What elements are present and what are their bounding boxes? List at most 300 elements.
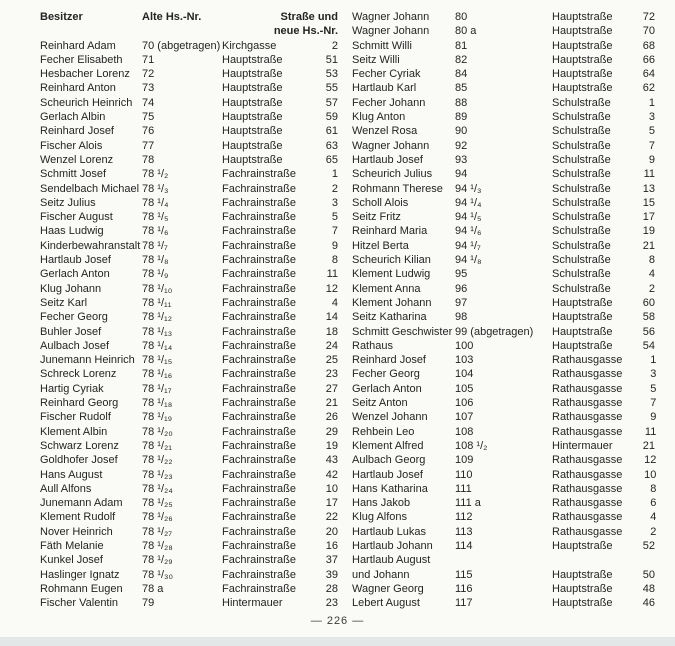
street-name: Rathausgasse [552,525,623,538]
table-row [40,239,338,253]
owner-name: Schmitt Willi [352,39,412,52]
table-row [352,124,655,138]
street-name: Fachrainstraße [222,568,296,581]
old-house-number: 96 [455,282,468,295]
table-row [352,267,655,281]
table-row [40,139,338,153]
table-row [40,382,338,396]
new-house-number: 29 [325,425,338,438]
new-house-number: 20 [325,525,338,538]
table-header-row-1 [40,10,338,24]
new-house-number: 43 [325,454,338,467]
table-row [352,425,655,439]
street-name: Schulstraße [552,139,611,152]
owner-name: Fäth Melanie [40,539,104,552]
street-name: Fachrainstraße [222,525,296,538]
owner-name: Fischer August [40,211,113,224]
old-house-number: 78 ¹/₂₁ [142,439,172,452]
table-row [40,310,338,324]
street-name: Schulstraße [552,239,611,252]
old-house-number: 74 [142,96,155,109]
street-name: Rathausgasse [552,511,623,524]
new-house-number: 57 [325,96,338,109]
street-name: Schulstraße [552,268,611,281]
new-house-number: 14 [325,311,338,324]
table-row [40,124,338,138]
new-house-number: 7 [650,397,657,410]
owner-name: Haslinger Ignatz [40,568,120,581]
street-name: Hauptstraße [552,39,613,52]
new-house-number: 23 [325,597,338,610]
old-house-number: 76 [142,125,155,138]
owner-name: und Johann [352,568,410,581]
owner-name: Gerlach Albin [40,111,106,124]
new-house-number: 63 [325,139,338,152]
street-name: Fachrainstraße [222,539,296,552]
old-house-number: 78 ¹/₁₀ [142,282,173,295]
table-row [352,39,655,53]
table-row [352,139,655,153]
table-row [40,367,338,381]
new-house-number: 7 [331,225,338,238]
new-house-number: 10 [325,482,338,495]
owner-name: Fecher Georg [40,311,108,324]
new-house-number: 5 [648,125,655,138]
old-house-number: 80 a [455,25,477,38]
table-row [352,396,655,410]
table-row [40,410,338,424]
page-number: — 226 — [310,615,365,627]
street-name: Kirchgasse [222,39,277,52]
old-house-number: 78 ¹/₁₇ [142,382,172,395]
table-row [352,110,655,124]
owner-name: Fecher Elisabeth [40,53,123,66]
owner-name: Scheurich Kilian [352,254,431,267]
old-house-number: 108 [455,425,474,438]
street-name: Rathausgasse [552,397,623,410]
new-house-number: 65 [325,153,338,166]
old-house-number: 106 [455,397,474,410]
street-name: Rathausgasse [552,425,623,438]
table-row [352,482,655,496]
street-name: Hintermauer [552,439,613,452]
old-house-number: 75 [142,111,155,124]
old-house-number: 78 ¹/₂₃ [142,468,173,481]
table-row [40,96,338,110]
table-row [40,396,338,410]
owner-name: Lebert August [352,597,420,610]
street-name: Schulstraße [552,153,611,166]
old-house-number: 78 ¹/₃ [142,182,169,195]
table-row [40,182,338,196]
new-house-number: 39 [325,568,338,581]
table-row [40,482,338,496]
old-house-number: 78 ¹/₃₀ [142,568,174,581]
owner-name: Schmitt Geschwister [352,325,453,338]
owner-name: Junemann Adam [40,497,123,510]
new-house-number: 8 [650,482,657,495]
new-house-number: 2 [650,525,657,538]
owner-name: Hans Jakob [352,497,411,510]
table-row [40,167,338,181]
owner-name: Rehbein Leo [352,425,415,438]
table-row [40,339,338,353]
old-house-number: 92 [455,139,468,152]
owner-name: Hartlaub Josef [352,153,423,166]
old-house-number: 78 ¹/₂₂ [142,454,173,467]
new-house-number: 28 [325,582,338,595]
owner-name: Wagner Georg [352,582,424,595]
table-row [352,96,655,110]
street-name: Rathausgasse [552,497,623,510]
owner-name: Fischer Valentin [40,597,119,610]
old-house-number: 111 a [455,497,481,510]
street-name: Hauptstraße [552,539,613,552]
street-name: Hauptstraße [552,311,613,324]
table-row [40,539,338,553]
street-name: Hauptstraße [552,82,613,95]
table-row [40,582,338,596]
old-house-number: 100 [455,339,474,352]
new-house-number: 70 [642,25,655,38]
street-name: Hauptstraße [222,82,283,95]
old-house-number: 78 [142,153,155,166]
old-house-number: 116 [455,582,473,595]
street-name: Fachrainstraße [222,511,296,524]
street-name: Fachrainstraße [222,168,296,181]
new-house-number: 50 [642,568,655,581]
new-house-number: 6 [650,497,657,510]
old-house-number: 94 [455,168,468,181]
owner-name: Gerlach Anton [40,268,110,281]
old-house-number: 78 ¹/₄ [142,196,169,209]
street-name: Hauptstraße [552,11,613,23]
new-house-number: 2 [331,182,338,195]
new-house-number: 61 [325,125,338,138]
street-name: Fachrainstraße [222,497,296,510]
old-house-number: 78 ¹/₂₅ [142,497,173,510]
street-name: Fachrainstraße [222,411,296,424]
new-house-number: 12 [644,454,657,467]
street-name: Hauptstraße [552,325,613,338]
table-row [352,182,655,196]
new-house-number: 60 [642,296,655,309]
old-house-number: 78 ¹/₆ [142,225,169,238]
owner-name: Wenzel Lorenz [40,153,114,166]
old-house-number: 108 ¹/₂ [455,439,488,452]
street-name: Schulstraße [552,282,611,295]
owner-name: Haas Ludwig [40,225,104,238]
table-row [352,224,655,238]
new-house-number: 12 [325,282,338,295]
owner-name: Fecher Georg [352,368,420,381]
header-alte-hs-nr: Alte Hs.-Nr. [142,11,202,23]
new-house-number: 13 [642,182,655,195]
old-house-number: 84 [455,68,468,81]
owner-name: Scholl Alois [352,196,409,209]
old-house-number: 98 [455,311,468,324]
new-house-number: 55 [325,82,338,95]
owner-name: Klug Alfons [352,511,408,524]
street-name: Fachrainstraße [222,354,296,367]
owner-name: Reinhard Maria [352,225,428,238]
street-name: Hauptstraße [222,153,283,166]
old-house-number: 73 [142,82,155,95]
table-row [352,53,655,67]
street-name: Fachrainstraße [222,382,296,395]
new-house-number: 1 [648,96,655,109]
old-house-number: 95 [455,268,468,281]
old-house-number: 78 ¹/₈ [142,254,169,267]
street-name: Schulstraße [552,254,611,267]
old-house-number: 78 ¹/₂₄ [142,482,173,495]
new-house-number: 9 [331,239,338,252]
old-house-number: 110 [455,468,473,481]
street-name: Hauptstraße [222,111,283,124]
header-spacer [40,24,142,38]
table-row [352,353,655,367]
old-house-number: 111 [455,482,472,495]
table-row [352,253,655,267]
table-row [40,453,338,467]
table-row [352,339,655,353]
new-house-number: 8 [331,254,338,267]
table-row [352,596,655,610]
new-house-number: 22 [325,511,338,524]
owner-name: Wagner Johann [352,11,430,23]
new-house-number: 3 [650,368,657,381]
new-house-number: 42 [325,468,338,481]
table-row [352,410,655,424]
table-row [352,553,655,567]
owner-name: Buhler Josef [40,325,102,338]
old-house-number: 72 [142,68,155,81]
old-house-number: 94 ¹/₇ [455,239,481,252]
table-row [40,439,338,453]
new-house-number: 3 [331,196,338,209]
old-house-number: 78 a [142,582,164,595]
table-row [40,596,338,610]
right-column [352,10,655,610]
owner-name: Fischer Alois [40,139,103,152]
old-house-number: 88 [455,96,468,109]
new-house-number: 26 [325,411,338,424]
new-house-number: 58 [642,311,655,324]
old-house-number: 94 ¹/₆ [455,225,482,238]
new-house-number: 9 [648,153,655,166]
new-house-number: 52 [642,539,655,552]
street-name: Schulstraße [552,196,611,209]
owner-name: Hesbacher Lorenz [40,68,130,81]
old-house-number: 78 ¹/₂₉ [142,554,173,567]
table-row [40,496,338,510]
table-row [40,282,338,296]
table-row [40,110,338,124]
street-name: Hauptstraße [222,68,283,81]
new-house-number: 2 [648,282,655,295]
owner-name: Hans August [40,468,103,481]
street-name: Hauptstraße [552,568,613,581]
table-row [352,67,655,81]
header-strasse-line1: Straße und [280,11,338,23]
table-row [352,282,655,296]
header-spacer [142,24,222,38]
new-house-number: 46 [642,597,655,610]
table-row [352,296,655,310]
old-house-number: 77 [142,139,155,152]
owner-name: Rohmann Eugen [40,582,123,595]
new-house-number: 24 [325,339,338,352]
owner-name: Seitz Anton [352,397,408,410]
owner-name: Hans Katharina [352,482,428,495]
right-table-body [352,10,655,610]
old-house-number: 80 [455,11,468,23]
street-name: Schulstraße [552,96,611,109]
owner-name: Hartlaub Lukas [352,525,426,538]
old-house-number: 78 ¹/₂₇ [142,525,173,538]
table-row [40,353,338,367]
street-name: Fachrainstraße [222,425,296,438]
new-house-number: 27 [325,382,338,395]
street-name: Schulstraße [552,225,611,238]
owner-name: Hartlaub August [352,554,431,567]
new-house-number: 11 [326,268,338,281]
new-house-number [621,553,655,567]
owner-name: Seitz Katharina [352,311,427,324]
old-house-number [455,553,552,567]
table-row [40,210,338,224]
street-name: Fachrainstraße [222,282,296,295]
owner-name: Hartlaub Josef [352,468,423,481]
table-row [352,310,655,324]
street-name [552,553,621,567]
table-row [352,582,655,596]
owner-name: Fecher Cyriak [352,68,421,81]
street-name: Rathausgasse [552,368,623,381]
old-house-number: 115 [455,568,473,581]
old-house-number: 94 ¹/₄ [455,196,482,209]
old-house-number: 82 [455,53,468,66]
old-house-number: 78 ¹/₇ [142,239,168,252]
old-house-number: 81 [455,39,468,52]
old-house-number: 104 [455,368,474,381]
new-house-number: 10 [644,468,657,481]
new-house-number: 2 [331,39,338,52]
owner-name: Hartlaub Josef [40,254,111,267]
old-house-number: 94 ¹/₈ [455,254,482,267]
new-house-number: 5 [331,211,338,224]
new-house-number: 62 [642,82,655,95]
owner-name: Aull Alfons [40,482,92,495]
street-name: Hauptstraße [552,25,613,38]
owner-name: Klement Rudolf [40,511,116,524]
table-row [352,10,655,24]
new-house-number: 72 [642,11,655,23]
street-name: Hintermauer [222,597,283,610]
table-row [352,568,655,582]
owner-name: Klug Anton [352,111,406,124]
old-house-number: 109 [455,454,474,467]
new-house-number: 11 [644,425,657,438]
new-house-number: 16 [325,539,338,552]
street-name: Fachrainstraße [222,196,296,209]
old-house-number: 79 [142,597,155,610]
new-house-number: 11 [643,168,655,181]
street-name: Fachrainstraße [222,325,296,338]
owner-name: Reinhard Josef [40,125,114,138]
table-row [352,367,655,381]
new-house-number: 53 [325,68,338,81]
owner-name: Wenzel Rosa [352,125,418,138]
new-house-number: 19 [642,225,655,238]
owner-name: Reinhard Georg [40,397,119,410]
owner-name: Hartlaub Johann [352,539,433,552]
new-house-number: 21 [642,239,655,252]
old-house-number: 70 (abgetragen) [142,39,221,52]
street-name: Fachrainstraße [222,454,296,467]
old-house-number: 99 (abgetragen) [455,325,534,338]
owner-name: Klement Alfred [352,439,424,452]
old-house-number: 85 [455,82,468,95]
street-name: Hauptstraße [222,139,283,152]
new-house-number: 21 [325,397,338,410]
old-house-number: 90 [455,125,468,138]
street-name: Fachrainstraße [222,582,296,595]
old-house-number: 89 [455,111,468,124]
new-house-number: 7 [648,139,655,152]
owner-name: Hartlaub Karl [352,82,417,95]
new-house-number: 54 [642,339,655,352]
owner-name: Kunkel Josef [40,554,103,567]
old-house-number: 97 [455,296,468,309]
new-house-number: 1 [331,168,338,181]
old-house-number: 117 [455,597,473,610]
owner-name: Goldhofer Josef [40,454,118,467]
old-house-number: 78 ¹/₂₈ [142,539,173,552]
owner-name: Scheurich Julius [352,168,433,181]
street-name: Hauptstraße [552,339,613,352]
table-row [352,81,655,95]
old-house-number: 112 [455,511,473,524]
table-row [352,210,655,224]
old-house-number: 94 ¹/₅ [455,211,482,224]
table-row [40,196,338,210]
owner-name: Klement Albin [40,425,108,438]
street-name: Rathausgasse [552,382,623,395]
owner-name: Schwarz Lorenz [40,439,119,452]
street-name: Fachrainstraße [222,296,296,309]
new-house-number: 5 [650,382,657,395]
owner-name: Seitz Willi [352,53,400,66]
old-house-number: 78 ¹/₁₆ [142,368,173,381]
old-house-number: 78 ¹/₂₆ [142,511,173,524]
owner-name: Kinderbewahranstalt [40,239,141,252]
street-name: Rathausgasse [552,354,623,367]
owner-name: Wenzel Johann [352,411,428,424]
table-row [40,525,338,539]
table-row [40,510,338,524]
table-row [40,325,338,339]
owner-name: Reinhard Josef [352,354,426,367]
old-house-number: 78 ¹/₂₀ [142,425,173,438]
old-house-number: 107 [455,411,474,424]
street-name: Fachrainstraße [222,397,296,410]
owner-name: Schmitt Josef [40,168,107,181]
new-house-number: 4 [650,511,657,524]
header-besitzer: Besitzer [40,11,83,23]
street-name: Hauptstraße [222,53,283,66]
old-house-number: 78 ¹/₁₄ [142,339,173,352]
